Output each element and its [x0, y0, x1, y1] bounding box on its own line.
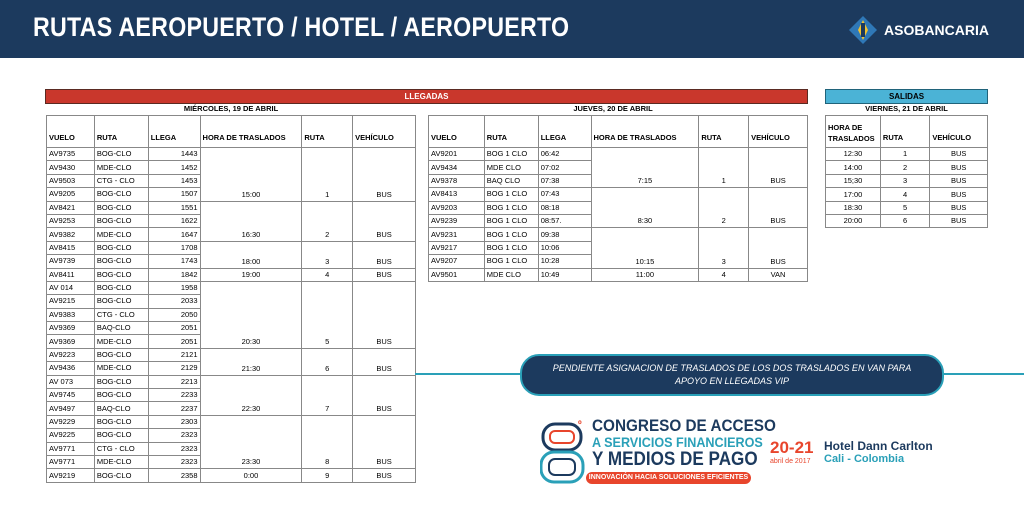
header-bar: [0, 0, 1024, 58]
route-cell: BOG-CLO: [94, 255, 148, 268]
flight-cell: AV9378: [429, 174, 485, 187]
table-row: [429, 148, 808, 161]
table-row: [47, 469, 416, 482]
flight-cell: AV9201: [429, 148, 485, 161]
asobancaria-emblem-icon: [848, 15, 878, 45]
arrival-cell: 2323: [148, 442, 200, 455]
flight-cell: AV9745: [47, 389, 95, 402]
congress-eight-icon: [540, 422, 586, 486]
route-cell: BOG 1 CLO: [484, 241, 538, 254]
flight-cell: AV9229: [47, 415, 95, 428]
event-city: Cali - Colombia: [824, 453, 905, 465]
departure-time-cell: 14:00: [826, 161, 881, 174]
event-dates: 20-21: [770, 438, 814, 457]
route-cell: BOG-CLO: [94, 268, 148, 281]
transfer-time-cell: 0:00: [200, 469, 302, 482]
col-llega: LLEGA: [148, 116, 200, 148]
col-vuelo: VUELO: [429, 116, 485, 148]
flight-cell: AV9369: [47, 335, 95, 348]
flight-cell: AV9501: [429, 268, 485, 281]
route-number-cell: 2: [880, 161, 929, 174]
route-cell: BOG 1 CLO: [484, 201, 538, 214]
flight-cell: AV9436: [47, 362, 95, 375]
transfer-time-cell: 10:15: [591, 228, 699, 268]
arrival-cell: 1958: [148, 281, 200, 294]
route-cell: BAQ-CLO: [94, 402, 148, 415]
arrival-cell: 09:38: [538, 228, 591, 241]
flight-cell: AV9369: [47, 322, 95, 335]
route-number-cell: 1: [699, 148, 749, 188]
departure-time-cell: 18:30: [826, 201, 881, 214]
route-cell: BOG-CLO: [94, 241, 148, 254]
vehicle-cell: BUS: [930, 161, 988, 174]
col-ruta-num: RUTA: [880, 116, 929, 148]
arrival-cell: 10:28: [538, 255, 591, 268]
flight-cell: AV 073: [47, 375, 95, 388]
vehicle-cell: BUS: [353, 375, 416, 415]
vehicle-cell: BUS: [749, 228, 808, 268]
vehicle-cell: BUS: [353, 268, 416, 281]
col-ruta-num: RUTA: [699, 116, 749, 148]
route-cell: MDE-CLO: [94, 362, 148, 375]
flight-cell: AV9253: [47, 214, 95, 227]
route-cell: BOG-CLO: [94, 148, 148, 161]
flight-cell: AV9434: [429, 161, 485, 174]
route-number-cell: 7: [302, 375, 353, 415]
route-cell: MDE-CLO: [94, 228, 148, 241]
route-cell: BOG-CLO: [94, 214, 148, 227]
route-number-cell: 3: [302, 241, 353, 268]
flight-cell: AV9219: [47, 469, 95, 482]
event-month: abril de 2017: [770, 458, 811, 465]
table-row: [429, 268, 808, 281]
table-row: [47, 201, 416, 214]
vehicle-cell: BUS: [353, 281, 416, 348]
flight-cell: AV9771: [47, 455, 95, 468]
table-row: [429, 228, 808, 241]
arrival-cell: 1452: [148, 161, 200, 174]
vehicle-cell: BUS: [353, 241, 416, 268]
arrival-cell: 2303: [148, 415, 200, 428]
congress-logo: [540, 414, 940, 494]
departure-time-cell: 20:00: [826, 214, 881, 227]
flight-cell: AV8411: [47, 268, 95, 281]
pending-note: [520, 354, 944, 396]
pending-note-text: PENDIENTE ASIGNACION DE TRASLADOS DE LOS DOS TRASLADOS EN VAN PARA APOYO EN LLEGADAS VIP: [552, 363, 912, 386]
route-cell: BOG 1 CLO: [484, 214, 538, 227]
arrival-cell: 2323: [148, 429, 200, 442]
arrival-cell: 10:06: [538, 241, 591, 254]
route-cell: BAQ-CLO: [94, 322, 148, 335]
route-number-cell: 8: [302, 415, 353, 469]
col-ruta: RUTA: [484, 116, 538, 148]
arrival-cell: 1743: [148, 255, 200, 268]
flight-cell: AV9503: [47, 174, 95, 187]
table-row: [47, 348, 416, 361]
route-cell: BOG-CLO: [94, 295, 148, 308]
arrival-cell: 2323: [148, 455, 200, 468]
transfer-time-cell: 19:00: [200, 268, 302, 281]
table-row: [429, 188, 808, 201]
table-row: [47, 241, 416, 254]
departure-time-cell: 12:30: [826, 148, 881, 161]
transfer-time-cell: 8:30: [591, 188, 699, 228]
arrival-cell: 2050: [148, 308, 200, 321]
departures-table-21: [825, 115, 988, 228]
congress-ordinal: º: [578, 420, 582, 431]
col-hora: HORA DE TRASLADOS: [200, 116, 302, 148]
arrival-cell: 07:43: [538, 188, 591, 201]
flight-cell: AV9497: [47, 402, 95, 415]
salidas-bar: SALIDAS: [825, 89, 988, 104]
arrival-cell: 06:42: [538, 148, 591, 161]
congress-tagline: INNOVACIÓN HACIA SOLUCIONES EFICIENTES: [586, 472, 751, 484]
arrival-cell: 10:49: [538, 268, 591, 281]
page-title: RUTAS AEROPUERTO / HOTEL / AEROPUERTO: [33, 12, 570, 42]
vehicle-cell: BUS: [749, 148, 808, 188]
col-hora: HORA DE TRASLADOS: [826, 116, 881, 148]
arrival-cell: 1453: [148, 174, 200, 187]
arrival-cell: 2213: [148, 375, 200, 388]
arrival-cell: 2358: [148, 469, 200, 482]
congress-line3: Y MEDIOS DE PAGO: [592, 449, 758, 470]
route-number-cell: 2: [302, 201, 353, 241]
route-cell: MDE-CLO: [94, 455, 148, 468]
route-cell: CTG - CLO: [94, 174, 148, 187]
arrival-cell: 2033: [148, 295, 200, 308]
route-cell: MDE CLO: [484, 161, 538, 174]
flight-cell: AV9207: [429, 255, 485, 268]
table-row: [47, 148, 416, 161]
arrival-cell: 1647: [148, 228, 200, 241]
flight-cell: AV9217: [429, 241, 485, 254]
flight-cell: AV9735: [47, 148, 95, 161]
flight-cell: AV9215: [47, 295, 95, 308]
route-cell: BOG 1 CLO: [484, 228, 538, 241]
route-number-cell: 1: [302, 148, 353, 202]
route-number-cell: 2: [699, 188, 749, 228]
congress-line2: A SERVICIOS FINANCIEROS: [592, 434, 763, 450]
route-number-cell: 4: [302, 268, 353, 281]
col-llega: LLEGA: [538, 116, 591, 148]
route-cell: BOG-CLO: [94, 188, 148, 201]
col-ruta: RUTA: [94, 116, 148, 148]
vehicle-cell: BUS: [353, 148, 416, 202]
route-cell: BOG 1 CLO: [484, 148, 538, 161]
route-cell: MDE-CLO: [94, 335, 148, 348]
departure-time-cell: 15;30: [826, 174, 881, 187]
route-number-cell: 5: [302, 281, 353, 348]
flight-cell: AV9739: [47, 255, 95, 268]
route-number-cell: 3: [699, 228, 749, 268]
route-number-cell: 5: [880, 201, 929, 214]
flight-cell: AV9383: [47, 308, 95, 321]
col-vehiculo: VEHÍCULO: [930, 116, 988, 148]
flight-cell: AV9239: [429, 214, 485, 227]
flight-cell: AV9382: [47, 228, 95, 241]
transfer-time-cell: 15:00: [200, 148, 302, 202]
table-row: [47, 375, 416, 388]
vehicle-cell: BUS: [930, 174, 988, 187]
flight-cell: AV9203: [429, 201, 485, 214]
arrival-cell: 08:57.: [538, 214, 591, 227]
route-cell: BOG-CLO: [94, 415, 148, 428]
transfer-time-cell: 20:30: [200, 281, 302, 348]
arrival-cell: 2129: [148, 362, 200, 375]
route-cell: BOG 1 CLO: [484, 255, 538, 268]
table-row: [47, 415, 416, 428]
vehicle-cell: BUS: [353, 415, 416, 469]
flight-cell: AV9205: [47, 188, 95, 201]
vehicle-cell: BUS: [353, 201, 416, 241]
transfer-time-cell: 22:30: [200, 375, 302, 415]
day-21-heading: VIERNES, 21 DE ABRIL: [865, 104, 948, 113]
brand-name: ASOBANCARIA: [884, 22, 989, 38]
arrival-cell: 1507: [148, 188, 200, 201]
transfer-time-cell: 21:30: [200, 348, 302, 375]
vehicle-cell: BUS: [930, 214, 988, 227]
arrival-cell: 1443: [148, 148, 200, 161]
flight-cell: AV9231: [429, 228, 485, 241]
arrival-cell: 07:02: [538, 161, 591, 174]
arrival-cell: 2233: [148, 389, 200, 402]
day-20-heading: JUEVES, 20 DE ABRIL: [573, 104, 653, 113]
arrival-cell: 2051: [148, 335, 200, 348]
vehicle-cell: VAN: [749, 268, 808, 281]
route-cell: CTG - CLO: [94, 442, 148, 455]
route-cell: BOG-CLO: [94, 389, 148, 402]
flight-cell: AV8413: [429, 188, 485, 201]
arrivals-table-20: [428, 115, 808, 282]
vehicle-cell: BUS: [353, 348, 416, 375]
vehicle-cell: BUS: [930, 188, 988, 201]
flight-cell: AV8415: [47, 241, 95, 254]
transfer-time-cell: 7:15: [591, 148, 699, 188]
arrival-cell: 07:38: [538, 174, 591, 187]
arrival-cell: 1708: [148, 241, 200, 254]
flight-cell: AV 014: [47, 281, 95, 294]
arrival-cell: 1551: [148, 201, 200, 214]
route-number-cell: 4: [699, 268, 749, 281]
route-cell: BOG-CLO: [94, 469, 148, 482]
flight-cell: AV9225: [47, 429, 95, 442]
event-hotel: Hotel Dann Carlton: [824, 439, 933, 453]
flight-cell: AV9771: [47, 442, 95, 455]
route-number-cell: 6: [880, 214, 929, 227]
departure-time-cell: 17:00: [826, 188, 881, 201]
route-cell: BOG-CLO: [94, 201, 148, 214]
route-cell: BOG-CLO: [94, 281, 148, 294]
transfer-time-cell: 16:30: [200, 201, 302, 241]
vehicle-cell: BUS: [749, 188, 808, 228]
col-ruta-num: RUTA: [302, 116, 353, 148]
route-cell: MDE-CLO: [94, 161, 148, 174]
route-cell: BOG 1 CLO: [484, 188, 538, 201]
flight-cell: AV8421: [47, 201, 95, 214]
route-cell: BAQ CLO: [484, 174, 538, 187]
vehicle-cell: BUS: [930, 148, 988, 161]
asobancaria-logo: [848, 14, 989, 46]
col-hora: HORA DE TRASLADOS: [591, 116, 699, 148]
col-vuelo: VUELO: [47, 116, 95, 148]
table-row: [47, 281, 416, 294]
arrival-cell: 1842: [148, 268, 200, 281]
congress-line1: CONGRESO DE ACCESO: [592, 416, 776, 435]
arrival-cell: 1622: [148, 214, 200, 227]
arrival-cell: 2237: [148, 402, 200, 415]
transfer-time-cell: 18:00: [200, 241, 302, 268]
day-19-heading: MIÉRCOLES, 19 DE ABRIL: [183, 104, 279, 113]
col-vehiculo: VEHÍCULO: [749, 116, 808, 148]
table-row: [47, 268, 416, 281]
route-number-cell: 9: [302, 469, 353, 482]
route-cell: BOG-CLO: [94, 348, 148, 361]
route-number-cell: 4: [880, 188, 929, 201]
route-cell: MDE CLO: [484, 268, 538, 281]
route-cell: BOG-CLO: [94, 429, 148, 442]
route-number-cell: 3: [880, 174, 929, 187]
route-number-cell: 1: [880, 148, 929, 161]
vehicle-cell: BUS: [353, 469, 416, 482]
flight-cell: AV9223: [47, 348, 95, 361]
arrival-cell: 08:18: [538, 201, 591, 214]
transfer-time-cell: 23:30: [200, 415, 302, 469]
route-cell: BOG-CLO: [94, 375, 148, 388]
route-cell: CTG - CLO: [94, 308, 148, 321]
transfer-time-cell: 11:00: [591, 268, 699, 281]
col-vehiculo: VEHÍCULO: [353, 116, 416, 148]
llegadas-bar: LLEGADAS: [45, 89, 808, 104]
arrival-cell: 2051: [148, 322, 200, 335]
arrivals-table-19: [46, 115, 416, 483]
route-number-cell: 6: [302, 348, 353, 375]
vehicle-cell: BUS: [930, 201, 988, 214]
arrival-cell: 2121: [148, 348, 200, 361]
flight-cell: AV9430: [47, 161, 95, 174]
